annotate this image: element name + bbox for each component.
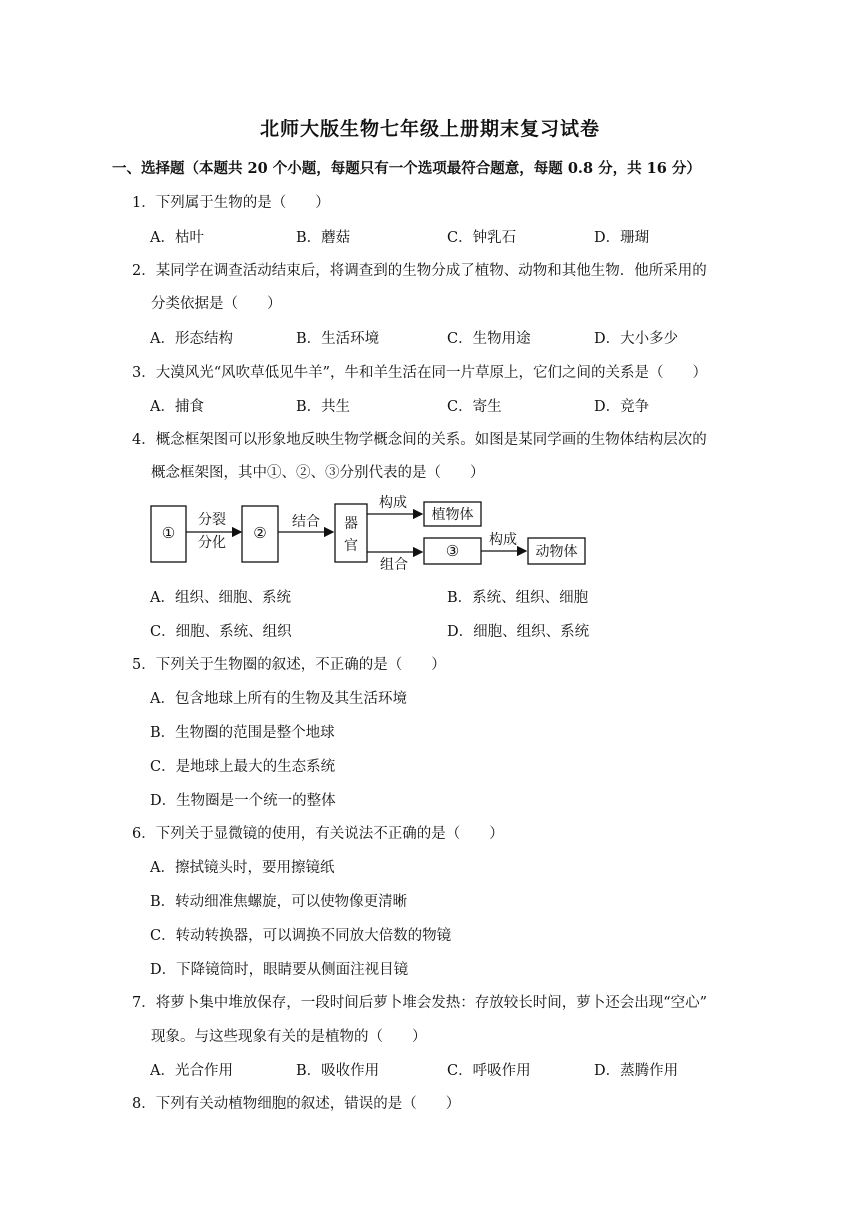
question-8-stem: 8．下列有关动植物细胞的叙述，错误的是（ ） — [132, 1096, 461, 1112]
q4-option-c: C．细胞、系统、组织 — [150, 624, 292, 640]
diagram-box-1-label: ① — [161, 524, 176, 542]
q4-option-a: A．组织、细胞、系统 — [150, 590, 291, 606]
diagram-arrow-right-label: 构成 — [489, 532, 517, 548]
q3-option-c: C．寄生 — [447, 399, 502, 415]
diagram-box-animal-label: 动物体 — [535, 544, 578, 560]
q6-option-c: C．转动转换器，可以调换不同放大倍数的物镜 — [150, 928, 452, 944]
question-4-stem: 4．概念框架图可以形象地反映生物学概念间的关系。如图是某同学画的生物体结构层次的 — [132, 432, 707, 448]
question-4-stem-cont: 概念框架图，其中①、②、③分别代表的是（ ） — [151, 465, 485, 481]
concept-framework-diagram — [148, 492, 588, 572]
q7-option-d: D．蒸腾作用 — [594, 1063, 679, 1079]
q5-option-a: A．包含地球上所有的生物及其生活环境 — [150, 691, 407, 707]
question-7-stem-cont: 现象。与这些现象有关的是植物的（ ） — [151, 1029, 427, 1045]
q7-option-b: B．吸收作用 — [296, 1063, 380, 1079]
diagram-arrow-up-label: 构成 — [379, 495, 407, 511]
q3-option-d: D．竞争 — [594, 399, 650, 415]
section-heading: 一、选择题（本题共 20 个小题，每题只有一个选项最符合题意，每题 0.8 分，共 16 分） — [112, 160, 701, 177]
q5-option-c: C．是地球上最大的生态系统 — [150, 759, 336, 775]
q7-option-c: C．呼吸作用 — [447, 1063, 531, 1079]
diagram-box-organ-label-1: 器 — [344, 516, 358, 532]
q7-option-a: A．光合作用 — [150, 1063, 233, 1079]
q4-option-d: D．细胞、组织、系统 — [447, 624, 590, 640]
q6-option-b: B．转动细准焦螺旋，可以使物像更清晰 — [150, 894, 408, 910]
q2-option-d: D．大小多少 — [594, 331, 679, 347]
q3-option-b: B．共生 — [296, 399, 351, 415]
q6-option-d: D．下降镜筒时，眼睛要从侧面注视目镜 — [150, 962, 409, 978]
q1-option-c: C．钟乳石 — [447, 230, 517, 246]
diagram-box-plant-label: 植物体 — [431, 507, 474, 523]
q1-option-d: D．珊瑚 — [594, 230, 650, 246]
diagram-box-3-label: ③ — [445, 542, 460, 560]
question-3-stem: 3．大漠风光“风吹草低见牛羊”，牛和羊生活在同一片草原上，它们之间的关系是（ ） — [132, 365, 708, 381]
page-title: 北师大版生物七年级上册期末复习试卷 — [259, 118, 600, 140]
q3-option-a: A．捕食 — [150, 399, 204, 415]
question-6-stem: 6．下列关于显微镜的使用，有关说法不正确的是（ ） — [132, 826, 504, 842]
q1-option-a: A．枯叶 — [150, 230, 204, 246]
q6-option-a: A．擦拭镜头时，要用擦镜纸 — [150, 860, 335, 876]
diagram-box-organ-label-2: 官 — [344, 538, 358, 554]
q1-option-b: B．蘑菇 — [296, 230, 351, 246]
diagram-arrow-2-label: 结合 — [292, 514, 320, 530]
diagram-arrow-down-label: 组合 — [380, 557, 408, 572]
q5-option-b: B．生物圈的范围是整个地球 — [150, 725, 335, 741]
q2-option-b: B．生活环境 — [296, 331, 380, 347]
q4-option-b: B．系统、组织、细胞 — [447, 590, 589, 606]
q2-option-c: C．生物用途 — [447, 331, 531, 347]
question-1-stem: 1．下列属于生物的是（ ） — [132, 195, 330, 211]
q2-option-a: A．形态结构 — [150, 331, 233, 347]
diagram-arrow-1-bottom-label: 分化 — [198, 535, 226, 551]
question-5-stem: 5．下列关于生物圈的叙述，不正确的是（ ） — [132, 657, 446, 673]
question-2-stem-cont: 分类依据是（ ） — [151, 296, 282, 312]
question-7-stem: 7．将萝卜集中堆放保存，一段时间后萝卜堆会发热：存放较长时间，萝卜还会出现“空心” — [132, 995, 708, 1011]
diagram-arrow-1-top-label: 分裂 — [198, 512, 226, 528]
question-2-stem: 2．某同学在调查活动结束后，将调查到的生物分成了植物、动物和其他生物．他所采用的 — [132, 263, 707, 279]
diagram-box-2-label: ② — [253, 524, 267, 542]
q5-option-d: D．生物圈是一个统一的整体 — [150, 793, 336, 809]
